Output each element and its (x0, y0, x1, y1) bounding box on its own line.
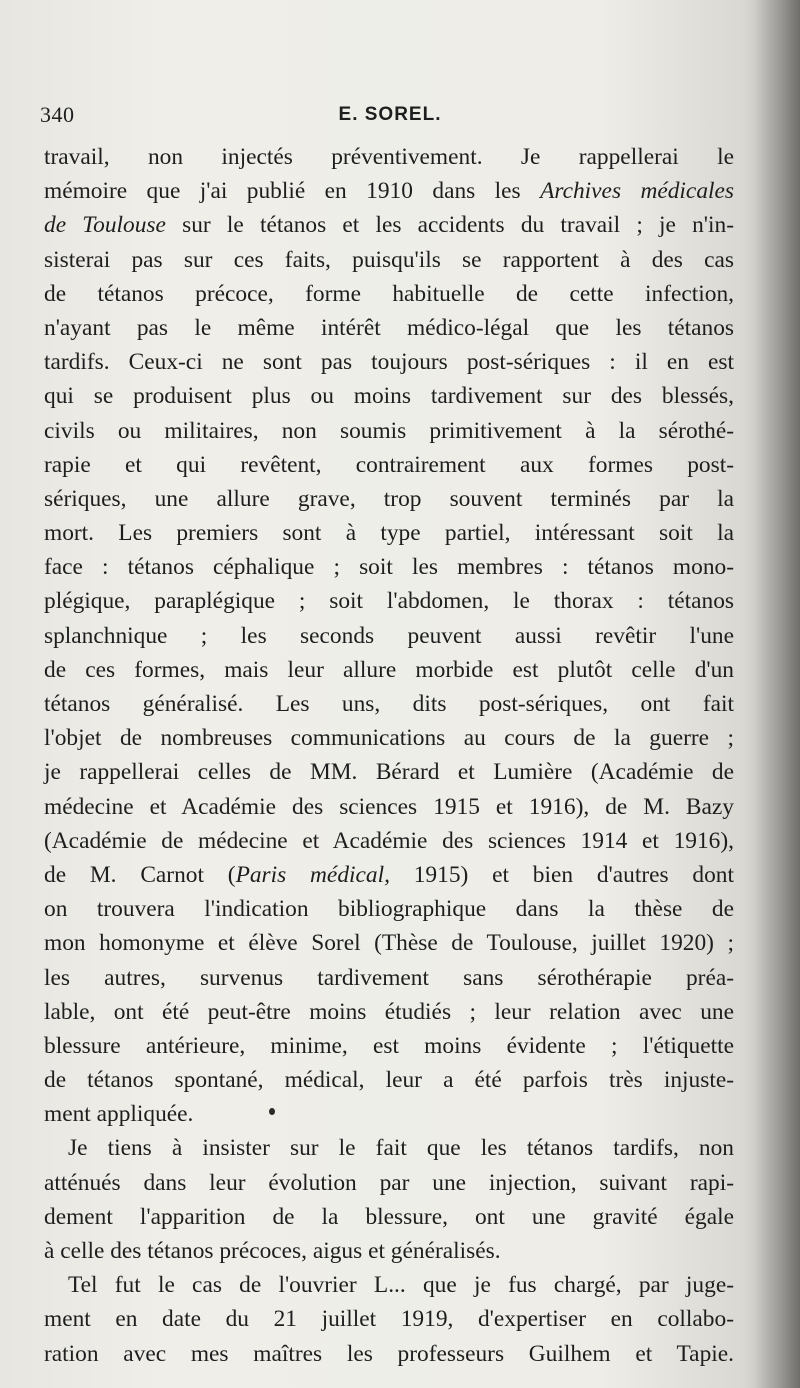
page-number: 340 (40, 102, 75, 127)
text-line: Je tiens à insister sur le fait que les tétanos tardifs, non (68, 1135, 734, 1162)
text-line: qui se produisent plus ou moins tardivement sur des blessés, (44, 383, 734, 410)
page-edge-shadow (754, 0, 800, 1388)
text-line: plégique, paraplégique ; soit l'abdomen, le thorax : tétanos (44, 588, 734, 615)
italic-text: Paris médical, (235, 861, 390, 888)
text-line: dement l'apparition de la blessure, ont une gravité égale (44, 1203, 734, 1230)
italic-text: de Toulouse (44, 212, 166, 239)
text-run: sur le tétanos et les accidents du travail ; je n'in- (165, 212, 734, 239)
italic-text: Archives médicales (540, 178, 734, 205)
text-line: atténués dans leur évolution par une injection, suivant rapi- (44, 1169, 734, 1196)
text-line: face : tétanos céphalique ; soit les membres : tétanos mono- (44, 554, 734, 581)
text-line: splanchnique ; les seconds peuvent aussi revêtir l'une (44, 622, 734, 649)
text-line: l'objet de nombreuses communications au cours de la guerre ; (44, 725, 734, 752)
text-line: blessure antérieure, minime, est moins évidente ; l'étiquette (44, 1032, 734, 1059)
text-line: de tétanos spontané, médical, leur a été parfois très injuste- (44, 1067, 734, 1094)
text-line: lable, ont été peut-être moins étudiés ; leur relation avec une (44, 998, 734, 1025)
text-line (44, 208, 734, 242)
text-line: les autres, survenus tardivement sans sérothérapie préa- (44, 964, 734, 991)
text-run: 1915) et bien d'autres dont (389, 861, 734, 888)
text-line: on trouvera l'indication bibliographique dans la thèse de (44, 896, 734, 923)
text-line: tétanos généralisé. Les uns, dits post-sériques, ont fait (44, 691, 734, 717)
text-run: de M. Carnot ( (44, 861, 236, 888)
text-line: de tétanos précoce, forme habituelle de cette infection, (44, 280, 734, 307)
text-line: rapie et qui revêtent, contrairement aux formes post- (44, 451, 734, 478)
text-line: ment en date du 21 juillet 1919, d'expertiser en collabo- (44, 1306, 734, 1333)
page-header (40, 102, 740, 134)
text-line: de ces formes, mais leur allure morbide est plutôt celle d'un (44, 656, 734, 683)
body-text (44, 140, 734, 1371)
text-line (44, 174, 734, 208)
text-line: ration avec mes maîtres les professeurs Guilhem et Tapie. (44, 1340, 734, 1367)
text-line: mort. Les premiers sont à type partiel, intéressant soit la (44, 520, 734, 547)
text-line: ment appliquée. (44, 1101, 194, 1128)
text-line: médecine et Académie des sciences 1915 et 1916), de M. Bazy (44, 793, 734, 820)
text-line: tardifs. Ceux-ci ne sont pas toujours post-sériques : il en est (44, 349, 734, 376)
text-line: (Académie de médecine et Académie des sciences 1914 et 1916), (44, 827, 734, 854)
text-line: n'ayant pas le même intérêt médico-légal que les tétanos (44, 314, 734, 341)
text-line: civils ou militaires, non soumis primitivement à la sérothé- (44, 417, 734, 444)
text-line: à celle des tétanos précoces, aigus et généralisés. (44, 1238, 501, 1264)
text-line (44, 858, 734, 892)
ink-mark (269, 1108, 275, 1115)
text-line: je rappellerai celles de MM. Bérard et Lumière (Académie de (44, 759, 734, 786)
text-line: sisterai pas sur ces faits, puisqu'ils se rapportent à des cas (44, 246, 734, 273)
text-line: travail, non injectés préventivement. Je rappellerai le (44, 144, 734, 170)
text-line: mon homonyme et élève Sorel (Thèse de Toulouse, juillet 1920) ; (44, 930, 734, 957)
running-head: E. SOREL. (338, 104, 442, 125)
text-line: sériques, une allure grave, trop souvent terminés par la (44, 485, 734, 512)
text-run: mémoire que j'ai publié en 1910 dans les (44, 178, 541, 205)
text-line: Tel fut le cas de l'ouvrier L... que je fus chargé, par juge- (68, 1272, 734, 1299)
